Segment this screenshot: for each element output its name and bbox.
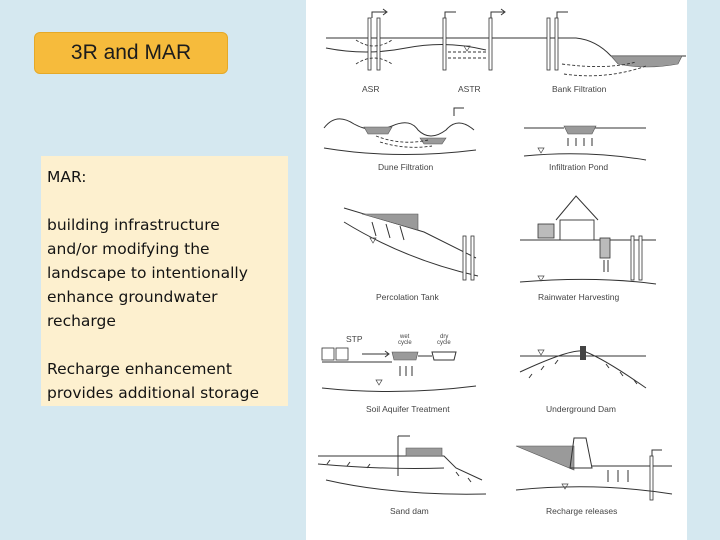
sand-dam-diagram	[318, 436, 486, 516]
definition-line: enhance groundwater	[47, 288, 218, 306]
storage-line: provides additional storage	[47, 384, 259, 402]
infiltration-pond-diagram	[524, 126, 646, 172]
spacer	[47, 189, 282, 213]
label-infiltration-pond: Infiltration Pond	[549, 162, 609, 172]
mar-types-figure	[306, 0, 687, 540]
label-astr: ASTR	[458, 84, 481, 94]
label-sand-dam: Sand dam	[390, 506, 429, 516]
mar-heading: MAR:	[47, 168, 87, 186]
asr-diagram	[326, 9, 486, 94]
bank-filtration-diagram	[546, 12, 686, 94]
label-rainwater-harvesting: Rainwater Harvesting	[538, 292, 620, 302]
storage-line: Recharge enhancement	[47, 360, 232, 378]
definition-line: landscape to intentionally	[47, 264, 248, 282]
definition-line: recharge	[47, 312, 116, 330]
label-recharge-releases: Recharge releases	[546, 506, 618, 516]
label-dune-filtration: Dune Filtration	[378, 162, 434, 172]
recharge-releases-diagram	[516, 438, 672, 516]
definition-line: building infrastructure	[47, 216, 220, 234]
label-dry-cycle: dry	[440, 334, 449, 340]
label-percolation-tank: Percolation Tank	[376, 292, 439, 302]
astr-diagram	[426, 9, 546, 94]
soil-aquifer-treatment-diagram	[322, 334, 476, 414]
label-stp: STP	[346, 334, 363, 344]
spacer	[47, 333, 282, 357]
percolation-tank-diagram	[344, 208, 478, 302]
dune-filtration-diagram	[324, 108, 476, 172]
label-dry-cycle-2: cycle	[437, 340, 451, 346]
underground-dam-diagram	[520, 346, 646, 414]
label-soil-aquifer-treatment: Soil Aquifer Treatment	[366, 404, 450, 414]
label-underground-dam: Underground Dam	[546, 404, 616, 414]
label-bank-filtration: Bank Filtration	[552, 84, 607, 94]
label-asr: ASR	[362, 84, 380, 94]
definition-text-box	[41, 156, 288, 406]
definition-line: and/or modifying the	[47, 240, 210, 258]
label-wet-cycle: wet	[400, 334, 410, 340]
slide-title: 3R and MAR	[34, 32, 228, 74]
rainwater-harvesting-diagram	[520, 196, 656, 302]
label-wet-cycle-2: cycle	[398, 340, 412, 346]
